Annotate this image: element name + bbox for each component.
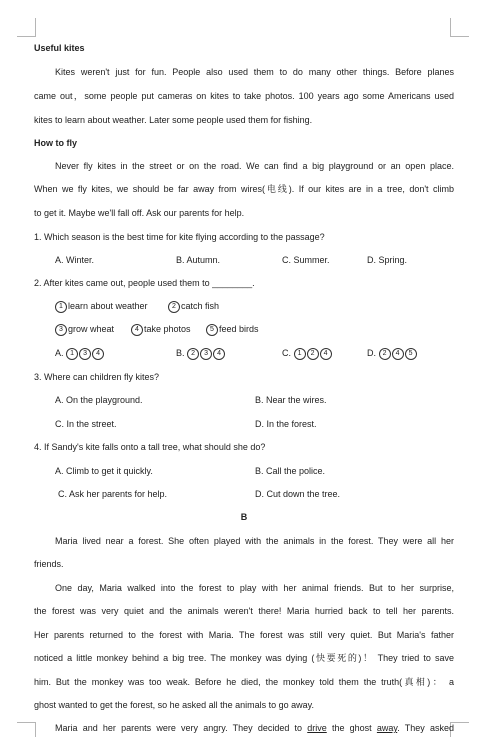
option-c: C. In the street.: [55, 419, 117, 429]
crop-mark-bottom-left: [17, 722, 36, 737]
option-a: A. Winter.: [55, 255, 95, 265]
paragraph-line: Her parents returned to the forest with Maria. The forest was still very quiet. But Maria's father: [34, 630, 454, 640]
paragraph-line: him. But the monkey was too weak. Before he died, the monkey told them the truth(真相)： a: [34, 677, 454, 687]
choice-item: 1 learn about weather: [55, 300, 148, 313]
paragraph-line: came out，some people put cameras on kites to take photos. 100 years ago some Americans used: [34, 91, 454, 101]
circled-number: 4: [131, 324, 143, 336]
circled-number: 3: [55, 324, 67, 336]
paragraph-line: Maria and her parents were very angry. They decided to drive the ghost away. They asked: [55, 723, 454, 733]
underlined-word: drive: [307, 723, 327, 733]
option-b: B. Autumn.: [176, 255, 221, 265]
paragraph-line: to get it. Maybe we'll fall off. Ask our parents for help.: [34, 208, 245, 218]
question-stem: 4. If Sandy's kite falls onto a tall tree, what should she do?: [34, 442, 266, 452]
paragraph-line: Maria lived near a forest. She often played with the animals in the forest. They were all her: [55, 536, 454, 546]
crop-mark-top-right: [450, 18, 469, 37]
option-a: A. Climb to get it quickly.: [55, 466, 153, 476]
choice-item: 3 grow wheat: [55, 323, 114, 336]
option-b: B. 2 3 4: [176, 347, 226, 360]
option-d: D. Spring.: [367, 255, 408, 265]
option-d: D. Cut down the tree.: [255, 489, 341, 499]
option-d: D. In the forest.: [255, 419, 317, 429]
option-b: B. Near the wires.: [255, 395, 327, 405]
option-d: D. 2 4 5: [367, 347, 418, 360]
question-stem: 3. Where can children fly kites?: [34, 372, 160, 382]
paragraph-line: friends.: [34, 559, 64, 569]
paragraph-line: the forest was very quiet and the animals weren't there! Maria hurried back to tell her parents.: [34, 606, 454, 616]
paragraph-line: noticed a little monkey behind a big tree. The monkey was dying (快要死的)！ They tried to save: [34, 653, 454, 663]
choice-item: 2 catch fish: [168, 300, 219, 313]
choice-item: 5 feed birds: [206, 323, 259, 336]
paragraph-line: One day, Maria walked into the forest to play with her animal friends. But to her surprise,: [55, 583, 454, 593]
option-b: B. Call the police.: [255, 466, 326, 476]
option-c: C. 1 2 4: [282, 347, 333, 360]
option-a: A. On the playground.: [55, 395, 143, 405]
choice-item: 4 take photos: [131, 323, 191, 336]
paragraph-line: When we fly kites, we should be far away from wires(电线). If our kites are in a tree, don't climb: [34, 184, 454, 194]
option-c: C. Ask her parents for help.: [58, 489, 168, 499]
paragraph-line: kites to learn about weather. Later some people used them for fishing.: [34, 115, 313, 125]
paragraph-line: Never fly kites in the street or on the road. We can find a big playground or an open place.: [55, 161, 454, 171]
question-stem: 2. After kites came out, people used them to ________.: [34, 278, 255, 288]
paragraph-line: ghost wanted to get the forest, so he asked all the animals to go away.: [34, 700, 315, 710]
option-a: A. 1 3 4: [55, 347, 105, 360]
circled-number: 1: [55, 301, 67, 313]
circled-number: 5: [206, 324, 218, 336]
underlined-word: away: [376, 723, 398, 733]
circled-number: 2: [168, 301, 180, 313]
question-stem: 1. Which season is the best time for kite flying according to the passage?: [34, 232, 325, 242]
paragraph-line: Kites weren't just for fun. People also used them to do many other things. Before planes: [55, 67, 454, 77]
section-heading-how-to-fly: How to fly: [34, 138, 77, 148]
crop-mark-top-left: [17, 18, 36, 37]
part-label: B: [240, 512, 248, 522]
section-heading-useful-kites: Useful kites: [34, 43, 85, 53]
option-c: C. Summer.: [282, 255, 330, 265]
